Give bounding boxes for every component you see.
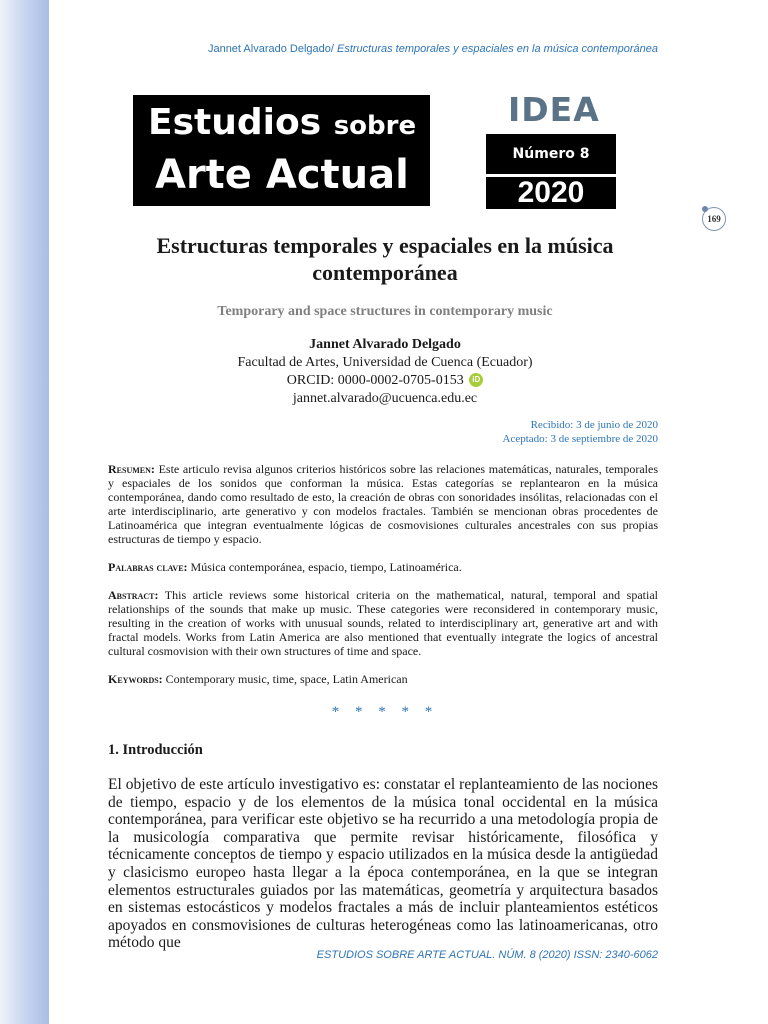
author-orcid: ORCID: 0000-0002-0705-0153 [286,373,464,388]
journal-logo-word-sobre: sobre [333,111,417,141]
article-dates [503,418,658,446]
section-separator: * * * * * [331,704,439,720]
resumen-label: Resumen: [108,462,155,476]
abstract-label: Abstract: [108,588,159,602]
issue-number-box [486,134,616,174]
keywords-text: Contemporary music, time, space, Latin American [165,672,408,686]
resumen-text: Este articulo revisa algunos criterios históricos sobre las relaciones matemáticas, naturales, temporales y espaciales de los sonidos que conforman la música. Estas categorías se replantearon en la música contemporánea, dando como resultado de esto, la creación de obras con sonoridades insólitas, relacionadas con el arte interdisciplinario, arte generativo y con modelos fractales. También se mencionan obras procedentes de Latinoamérica que integran eventualmente lógicas de cosmovisiones culturales ancestrales con sus propias estructuras de tiempo y espacio. [108,462,659,546]
issue-year-box [486,177,616,209]
introduction-text: El objetivo de este artículo investigativo es: constatar el replanteamiento de las nociones de tiempo, espacio y de los elementos de la música tonal occidental en la música contemporánea, para verificar este objetivo se ha recurrido a una metodología propia de la musicología comparativa que permite revisar históricamente, filosófica y técnicamente conceptos de tiempo y espacio utilizados en la música desde la antigüedad y clasicismo europeo hasta llegar a la época contemporánea, en la que se integran elementos estructurales guiados por las matemáticas, geometría y arquitectura basados en sistemas estocásticos y modelos fractales a más de incluir planteamientos estéticos apoyados en consmovisiones de culturas heterogéneas como las latinoamericanas, otro método que [108,776,658,952]
article-subtitle: Temporary and space structures in contemporary music [217,304,553,319]
running-head-title: Estructuras temporales y espaciales en la música contemporánea [337,43,658,55]
page-footer: ESTUDIOS SOBRE ARTE ACTUAL. NÚM. 8 (2020) ISSN: 2340-6062 [316,949,658,961]
author-orcid-line [105,372,665,390]
idea-title: IDEA [508,90,600,129]
side-decoration-band [0,0,49,1024]
keywords-paragraph [108,672,658,686]
author-affiliation: Facultad de Artes, Universidad de Cuenca (Ecuador) [237,355,533,370]
author-name: Jannet Alvarado Delgado [309,337,461,352]
abstract-paragraph [108,588,658,658]
page-number: 169 [702,207,726,231]
journal-logo-line2: Arte Actual [155,152,409,198]
orcid-icon[interactable]: iD [469,373,483,387]
author-block [105,336,665,408]
resumen-paragraph [108,462,658,546]
palabras-clave-label: Palabras clave: [108,560,188,574]
page-number-dot [702,206,708,212]
author-email[interactable]: jannet.alvarado@ucuenca.edu.ec [292,391,478,406]
received-date: Recibido: 3 de junio de 2020 [530,419,658,431]
journal-logo-word-estudios: Estudios [148,102,322,143]
running-head [110,43,658,55]
running-head-author: Jannet Alvarado Delgado/ [207,43,334,55]
journal-logo [133,95,430,206]
journal-logo-line1 [148,101,416,148]
issue-year: 2020 [517,176,585,209]
accepted-date: Aceptado: 3 de septiembre de 2020 [502,433,658,445]
issue-number: Número 8 [512,146,590,162]
palabras-clave-text: Música contemporánea, espacio, tiempo, Latinoamérica. [190,560,462,574]
keywords-label: Keywords: [108,672,163,686]
section-heading: 1. Introducción [108,742,203,758]
article-title: Estructuras temporales y espaciales en la música contemporánea [156,233,614,285]
palabras-clave-paragraph [108,560,658,574]
abstract-text: This article reviews some historical criteria on the mathematical, natural, temporal and spatial relationships of the sounds that make up music. These categories were reconsidered in contemporary music, resulting in the creation of works with unusual sounds, related to interdisciplinary art, generative art and with fractal models. Works from Latin America are also mentioned that eventually integrate the logics of ancestral cultural cosmovision with their own structures of time and space. [108,588,658,658]
